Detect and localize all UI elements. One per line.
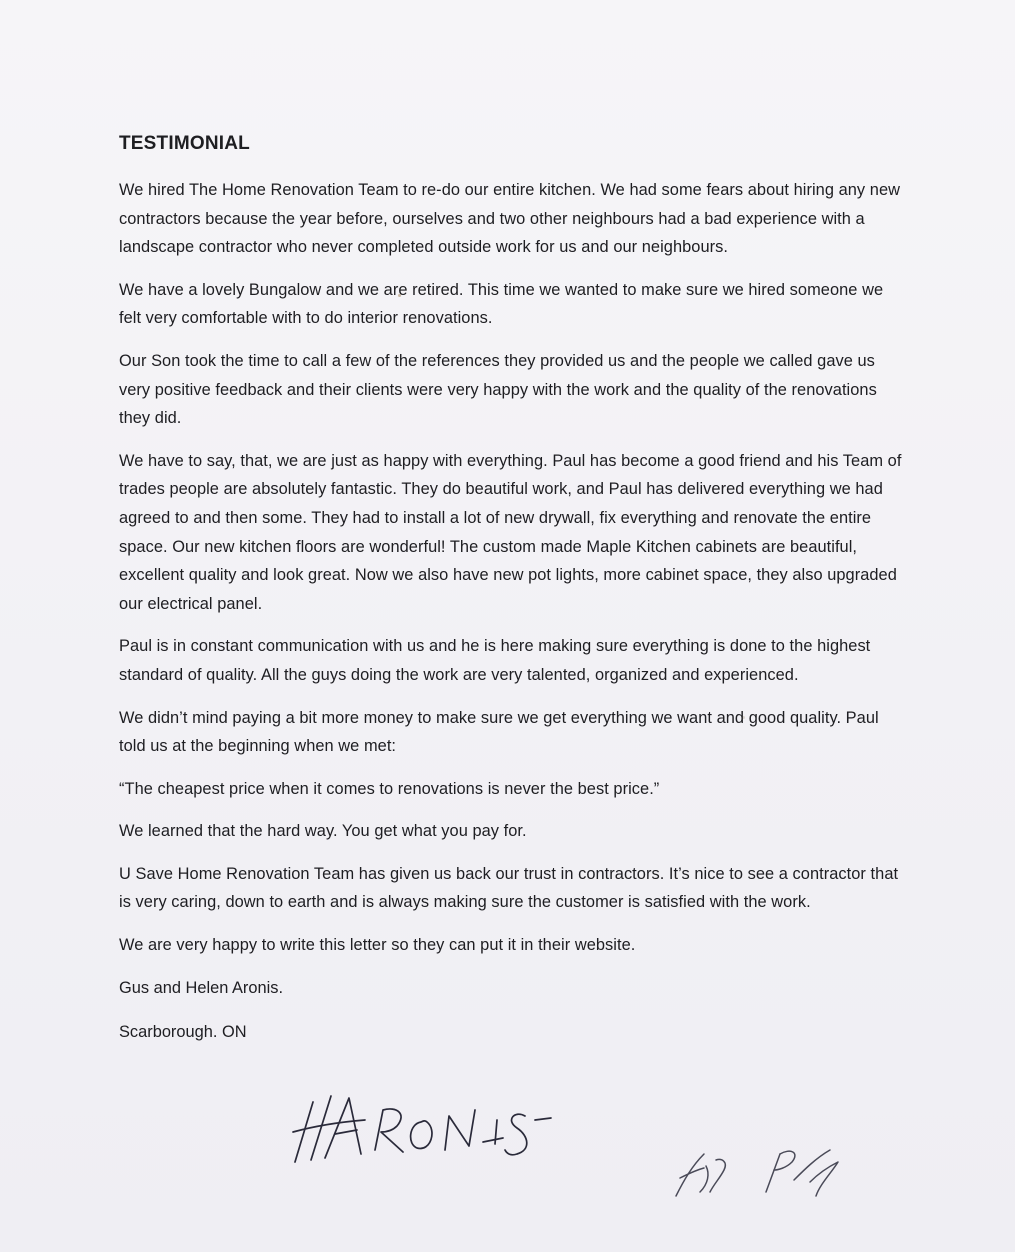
paragraph: We hired The Home Renovation Team to re-do our entire kitchen. We had some fears about hiring any new contractors because the year before, ourselves and two other neighbours had a bad experience with a landscape contractor who never completed outside work for us and our neighbours. — [119, 181, 900, 257]
paragraph: We didn’t mind paying a bit more money to make sure we get everything we want and good quality. Paul told us at the beginning when we met: — [119, 708, 879, 756]
signoff-block — [119, 974, 909, 1047]
handwritten-initials — [670, 1140, 860, 1200]
paragraph: U Save Home Renovation Team has given us back our trust in contractors. It’s nice to see a contractor that is very caring, down to earth and is always making sure the customer is satisfied with the work. — [119, 864, 899, 912]
paragraph: We have a lovely Bungalow and we are retired. This time we wanted to make sure we hired someone we felt very comfortable with to do interior renovations. — [119, 280, 884, 328]
paragraph: We learned that the hard way. You get what you pay for. — [119, 822, 527, 841]
quote-paragraph: “The cheapest price when it comes to renovations is never the best price.” — [119, 779, 660, 798]
signoff-names: Gus and Helen Aronis. — [119, 978, 284, 997]
letter-body — [119, 131, 909, 1063]
page-title: TESTIMONIAL — [119, 133, 250, 154]
paragraph: Paul is in constant communication with us and he is here making sure everything is done to the highest standard of quality. All the guys doing the work are very talented, organized and experienced. — [119, 637, 871, 684]
handwritten-signature — [285, 1080, 565, 1180]
paragraph: Our Son took the time to call a few of the references they provided us and the people we called gave us very positive feedback and their clients were very happy with the work and the quality of the renovations they did. — [119, 351, 877, 428]
paragraph: We have to say, that, we are just as happy with everything. Paul has become a good friend and his Team of trades people are absolutely fantastic. They do beautiful work, and Paul has delivered everything we had agreed to and then some. They had to install a lot of new drywall, fix everything and renovate the entire space. Our new kitchen floors are wonderful! The custom made Maple Kitchen cabinets are beautiful, excellent quality and look great. Now we also have new pot lights, more cabinet space, they also upgraded our electrical panel. — [119, 451, 902, 613]
signoff-location: Scarborough. ON — [119, 1023, 247, 1042]
paragraph: We are very happy to write this letter so they can put it in their website. — [119, 936, 636, 955]
